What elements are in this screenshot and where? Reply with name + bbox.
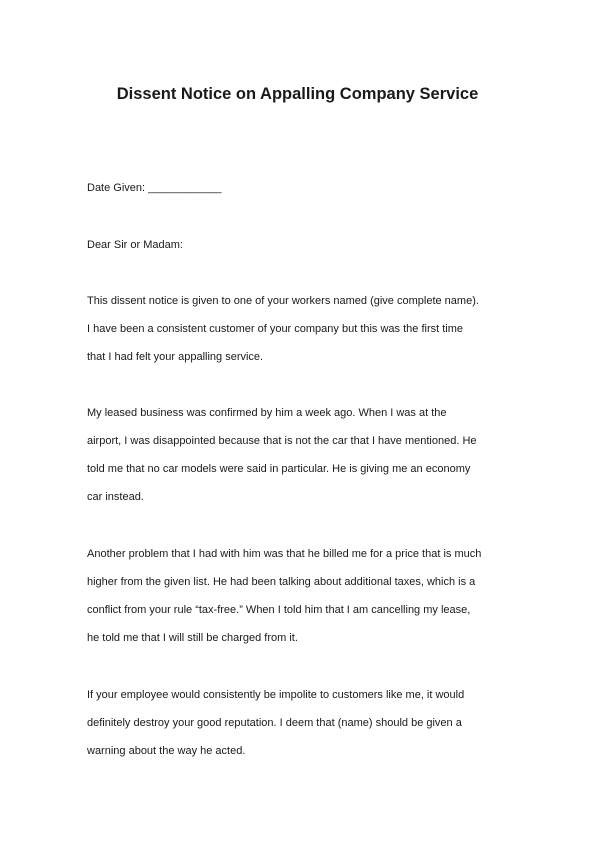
paragraph-line: I have been a consistent customer of your company but this was the first time	[87, 323, 464, 335]
paragraph-line: warning about the way he acted.	[87, 745, 246, 757]
paragraph-line: Another problem that I had with him was that he billed me for a price that is much	[87, 548, 482, 560]
paragraph-line: car instead.	[87, 491, 144, 503]
paragraph-line: he told me that I will still be charged from it.	[87, 632, 298, 644]
paragraph-line: told me that no car models were said in particular. He is giving me an economy	[87, 463, 471, 475]
paragraph-line: higher from the given list. He had been talking about additional taxes, which is a	[87, 576, 476, 588]
document-title: Dissent Notice on Appalling Company Service	[116, 85, 479, 103]
paragraph-line: that I had felt your appalling service.	[87, 351, 264, 363]
paragraph-line: airport, I was disappointed because that is not the car that I have mentioned. He	[87, 435, 477, 447]
paragraph-line: definitely destroy your good reputation. I deem that (name) should be given a	[87, 717, 462, 729]
date-line: Date Given: ____________	[87, 182, 222, 194]
salutation: Dear Sir or Madam:	[87, 239, 183, 251]
paragraph-line: This dissent notice is given to one of your workers named (give complete name).	[87, 295, 479, 307]
paragraph-line: My leased business was confirmed by him a week ago. When I was at the	[87, 407, 447, 419]
paragraph-line: If your employee would consistently be impolite to customers like me, it would	[87, 689, 465, 701]
paragraph-line: conflict from your rule “tax-free.” When I told him that I am cancelling my lease,	[87, 604, 471, 616]
